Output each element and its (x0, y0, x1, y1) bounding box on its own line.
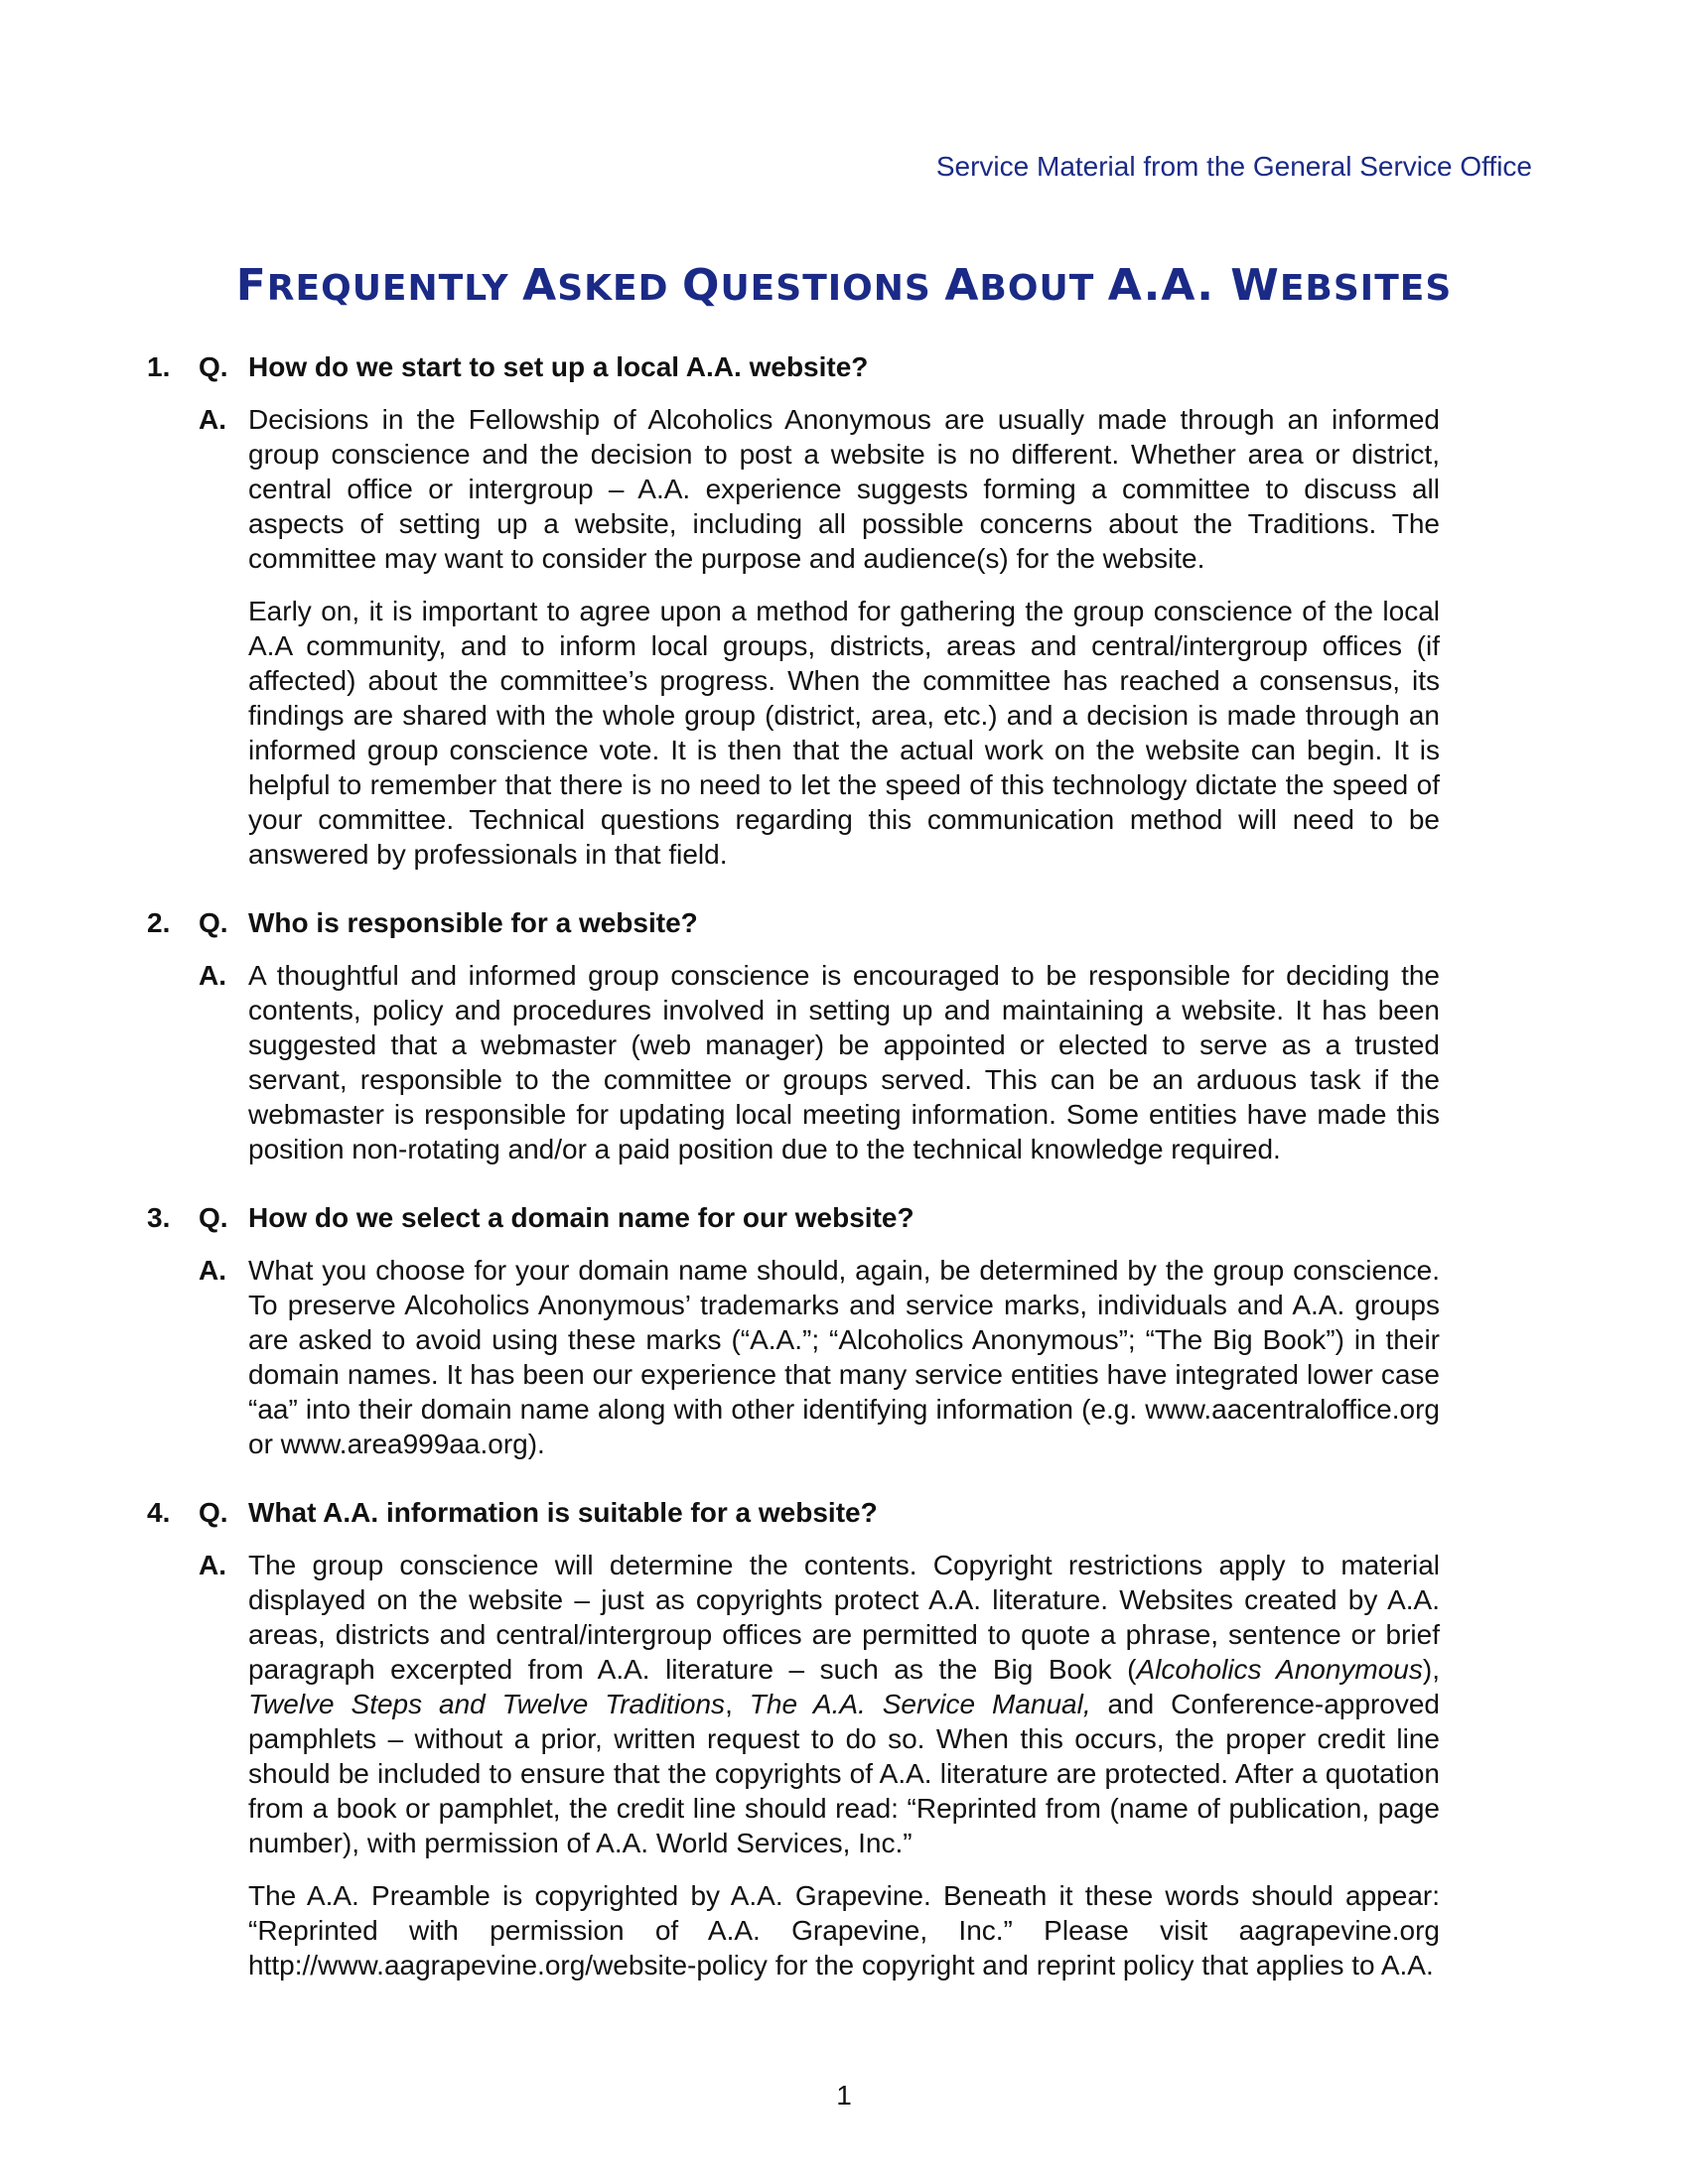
answer-label: A. (199, 404, 226, 435)
answer-text: What you choose for your domain name should, again, be determined by the group conscience. To preserve Alcoholics Anonymous’ trademarks and service marks, individuals and A.A. groups are asked to avoid using these marks (“A.A.”; “Alcoholics Anonymous”; “The Big Book”) in their domain names. It has been our experience that many service entities have integrated lower case “aa” into their domain name along with other identifying information (e.g. www.aacentraloffice.org or www.area999aa.org). (248, 1255, 1440, 1459)
question-number: 4. (147, 1497, 171, 1528)
answer-row (147, 402, 1537, 872)
answer-body (248, 958, 1440, 1166)
faq-item (147, 349, 1537, 872)
question-label: Q. (199, 1497, 228, 1528)
answer-body (248, 1253, 1440, 1461)
answer-text: The A.A. Preamble is copyrighted by A.A. Grapevine. Beneath it these words should appear: “Reprinted with permission of A.A. Grapevine, Inc.” Please visit aagrapevine.org http://www.aagrapevine.org/website-policy for the copyright and reprint policy that applies to A.A. (248, 1880, 1440, 1980)
question-row (147, 1495, 1537, 1530)
title-segment: F (235, 260, 267, 311)
title-segment: Q (682, 260, 721, 311)
answer-text: and Conference-approved pamphlets – without a prior, written request to do so. When this occurs, the proper credit line should be included to ensure that the copyrights of A.A. literature are protected. After a quotation from a book or pamphlet, the credit line should read: “Reprinted from (name of publication, page number), with permission of A.A. World Services, Inc.” (248, 1689, 1440, 1858)
answer-paragraph (248, 958, 1440, 1166)
title-segment: W (1230, 260, 1280, 311)
title-segment: A.A. (1107, 260, 1231, 311)
answer-label: A. (199, 1255, 226, 1286)
answer-row (147, 1253, 1537, 1461)
answer-body (248, 402, 1440, 872)
answer-paragraph (248, 1878, 1440, 1982)
answer-text: The group conscience will determine the contents. Copyright restrictions apply to material displayed on the website – just as copyrights protect A.A. literature. Websites created by A.A. areas, districts and central/intergroup offices are permitted to quote a phrase, sentence or brief paragraph excerpted from A.A. literature – such as the Big Book ( (248, 1550, 1440, 1685)
question-text: How do we select a domain name for our website? (248, 1202, 914, 1233)
page-header: Service Material from the General Service Office (935, 151, 1532, 182)
answer-text: Early on, it is important to agree upon a method for gathering the group conscience of the local A.A community, and to inform local groups, districts, areas and central/intergroup offices (if affected) about the committee’s progress. When the committee has reached a consensus, its findings are shared with the whole group (district, area, etc.) and a decision is made through an informed group conscience vote. It is then that the actual work on the website can begin. It is helpful to remember that there is no need to let the speed of this technology dictate the speed of your committee. Technical questions regarding this communication method will need to be answered by professionals in that field. (248, 596, 1440, 870)
question-text: What A.A. information is suitable for a website? (248, 1497, 878, 1528)
title-segment: A (522, 260, 558, 311)
question-row (147, 349, 1537, 384)
answer-label: A. (199, 1550, 226, 1580)
faq-item (147, 1495, 1537, 1982)
question-row (147, 1200, 1537, 1235)
faq-list (147, 349, 1537, 2016)
question-text: How do we start to set up a local A.A. website? (248, 351, 869, 382)
italic-title: The A.A. Service Manual, (749, 1689, 1091, 1719)
page-number: 1 (836, 2080, 852, 2111)
answer-text: Decisions in the Fellowship of Alcoholics Anonymous are usually made through an informed group conscience and the decision to post a website is no different. Whether area or district, central office or intergroup – A.A. experience suggests forming a committee to discuss all aspects of setting up a website, including all possible concerns about the Traditions. The committee may want to consider the purpose and audience(s) for the website. (248, 404, 1440, 574)
title-segment: SKED (557, 268, 683, 309)
title-segment: EBSITES (1279, 268, 1453, 309)
answer-paragraph (248, 402, 1440, 576)
answer-paragraph (248, 594, 1440, 872)
answer-text: , (725, 1689, 750, 1719)
answer-text: A thoughtful and informed group conscience is encouraged to be responsible for deciding the contents, policy and procedures involved in setting up and maintaining a website. It has been suggested that a webmaster (web manager) be appointed or elected to serve as a trusted servant, responsible to the committee or groups served. This can be an arduous task if the webmaster is responsible for updating local meeting information. Some entities have made this position non-rotating and/or a paid position due to the technical knowledge required. (248, 960, 1440, 1164)
answer-row (147, 1548, 1537, 1982)
faq-item (147, 1200, 1537, 1461)
title-segment: REQUENTLY (266, 268, 523, 309)
question-text: Who is responsible for a website? (248, 907, 698, 938)
document-title (0, 260, 1688, 311)
title-segment: UESTIONS (720, 268, 945, 309)
answer-label: A. (199, 960, 226, 991)
italic-title: Alcoholics Anonymous (1136, 1654, 1423, 1685)
question-label: Q. (199, 1202, 228, 1233)
question-number: 2. (147, 907, 171, 938)
answer-text: ), (1422, 1654, 1440, 1685)
answer-paragraph (248, 1253, 1440, 1461)
question-label: Q. (199, 907, 228, 938)
italic-title: Twelve Steps and Twelve Traditions (248, 1689, 726, 1719)
question-row (147, 905, 1537, 940)
question-number: 1. (147, 351, 171, 382)
answer-paragraph (248, 1548, 1440, 1860)
faq-item (147, 905, 1537, 1166)
question-label: Q. (199, 351, 228, 382)
title-segment: A (944, 260, 980, 311)
answer-body (248, 1548, 1440, 1982)
answer-row (147, 958, 1537, 1166)
question-number: 3. (147, 1202, 171, 1233)
title-segment: BOUT (979, 268, 1108, 309)
